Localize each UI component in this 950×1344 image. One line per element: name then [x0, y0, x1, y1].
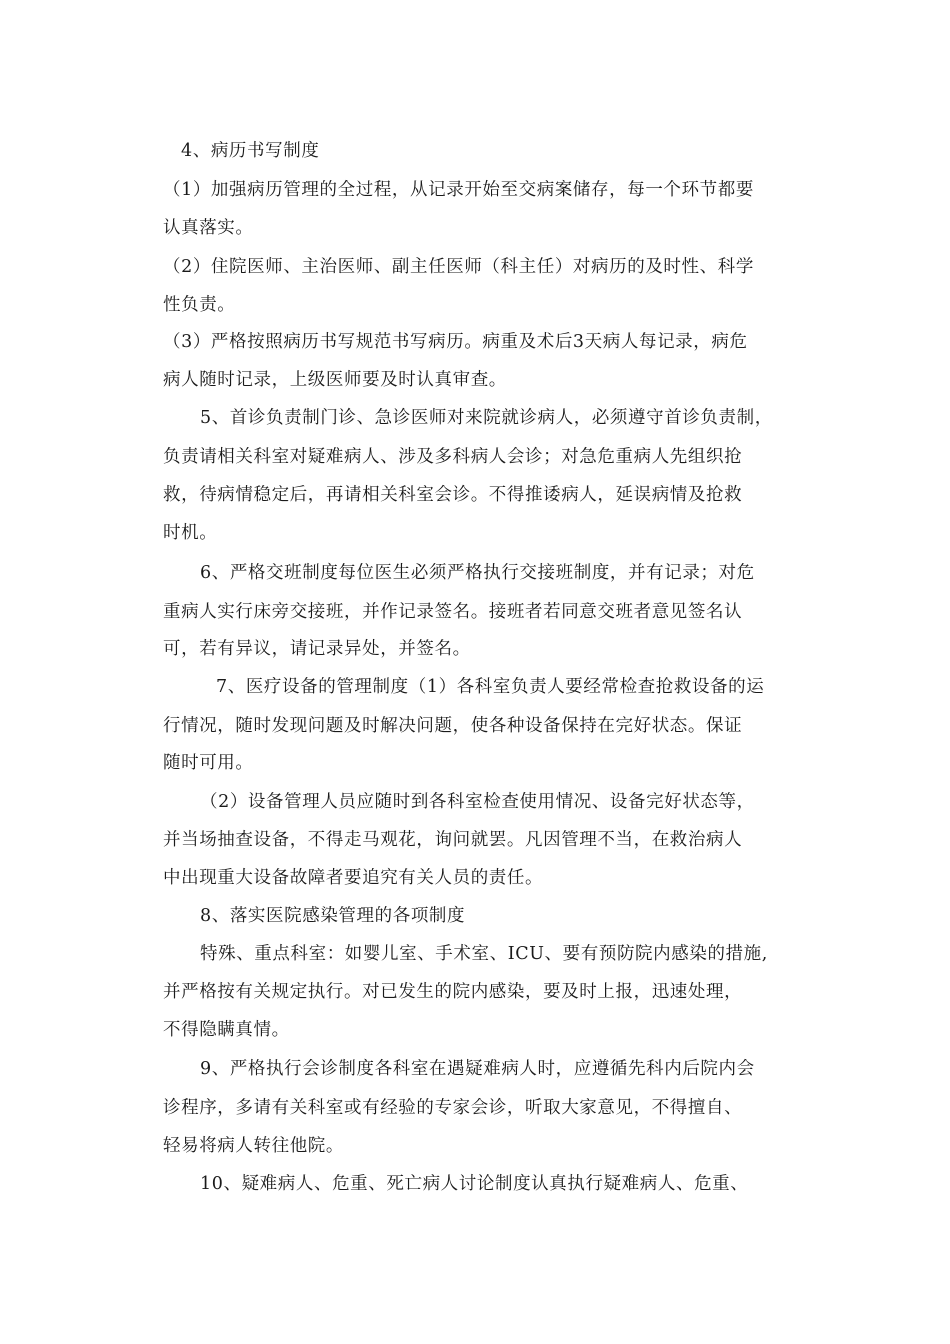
paragraph-line: 重病人实行床旁交接班，并作记录签名。接班者若同意交班者意见签名认 — [163, 602, 743, 622]
paragraph-line: 轻易将病人转往他院。 — [163, 1136, 344, 1156]
paragraph-line: 随时可用。 — [163, 753, 254, 773]
paragraph-line: （1）加强病历管理的全过程，从记录开始至交病案储存，每一个环节都要 — [163, 180, 754, 200]
paragraph-line: 性负责。 — [163, 295, 236, 315]
section-heading-5: 5、首诊负责制门诊、急诊医师对来院就诊病人，必须遵守首诊负责制， — [200, 408, 773, 428]
paragraph-line: 中出现重大设备故障者要追究有关人员的责任。 — [163, 868, 544, 888]
paragraph-line: 负责请相关科室对疑难病人、涉及多科病人会诊；对急危重病人先组织抢 — [163, 447, 743, 467]
paragraph-line: 可，若有异议，请记录异处，并签名。 — [163, 639, 471, 659]
paragraph-line: （2）住院医师、主治医师、副主任医师（科主任）对病历的及时性、科学 — [163, 257, 754, 277]
paragraph-line: 并严格按有关规定执行。对已发生的院内感染，要及时上报，迅速处理， — [163, 982, 743, 1002]
paragraph-line: 并当场抽查设备，不得走马观花，询问就罢。凡因管理不当，在救治病人 — [163, 830, 743, 850]
paragraph-line: 认真落实。 — [163, 218, 254, 238]
paragraph-line: 特殊、重点科室：如婴儿室、手术室、ICU、要有预防院内感染的措施, — [200, 944, 768, 964]
paragraph-line: （2）设备管理人员应随时到各科室检查使用情况、设备完好状态等， — [200, 792, 755, 812]
paragraph-line: 救，待病情稳定后，再请相关科室会诊。不得推诿病人，延误病情及抢救 — [163, 485, 743, 505]
paragraph-line: （3）严格按照病历书写规范书写病历。病重及术后3天病人每记录，病危 — [163, 332, 748, 352]
section-heading-9: 9、严格执行会诊制度各科室在遇疑难病人时，应遵循先科内后院内会 — [200, 1059, 755, 1079]
section-heading-7: 7、医疗设备的管理制度（1）各科室负责人要经常检查抢救设备的运 — [216, 677, 765, 697]
section-heading-6: 6、严格交班制度每位医生必须严格执行交接班制度，并有记录；对危 — [200, 563, 755, 583]
paragraph-line: 行情况，随时发现问题及时解决问题，使各种设备保持在完好状态。保证 — [163, 716, 743, 736]
paragraph-line: 诊程序，多请有关科室或有经验的专家会诊，听取大家意见，不得擅自、 — [163, 1098, 743, 1118]
paragraph-line: 不得隐瞒真情。 — [163, 1020, 290, 1040]
section-heading-8: 8、落实医院感染管理的各项制度 — [200, 906, 466, 926]
paragraph-line: 时机。 — [163, 523, 218, 543]
section-heading-10: 10、疑难病人、危重、死亡病人讨论制度认真执行疑难病人、危重、 — [200, 1174, 749, 1194]
paragraph-line: 病人随时记录，上级医师要及时认真审查。 — [163, 370, 507, 390]
section-heading-4: 4、病历书写制度 — [181, 141, 320, 161]
